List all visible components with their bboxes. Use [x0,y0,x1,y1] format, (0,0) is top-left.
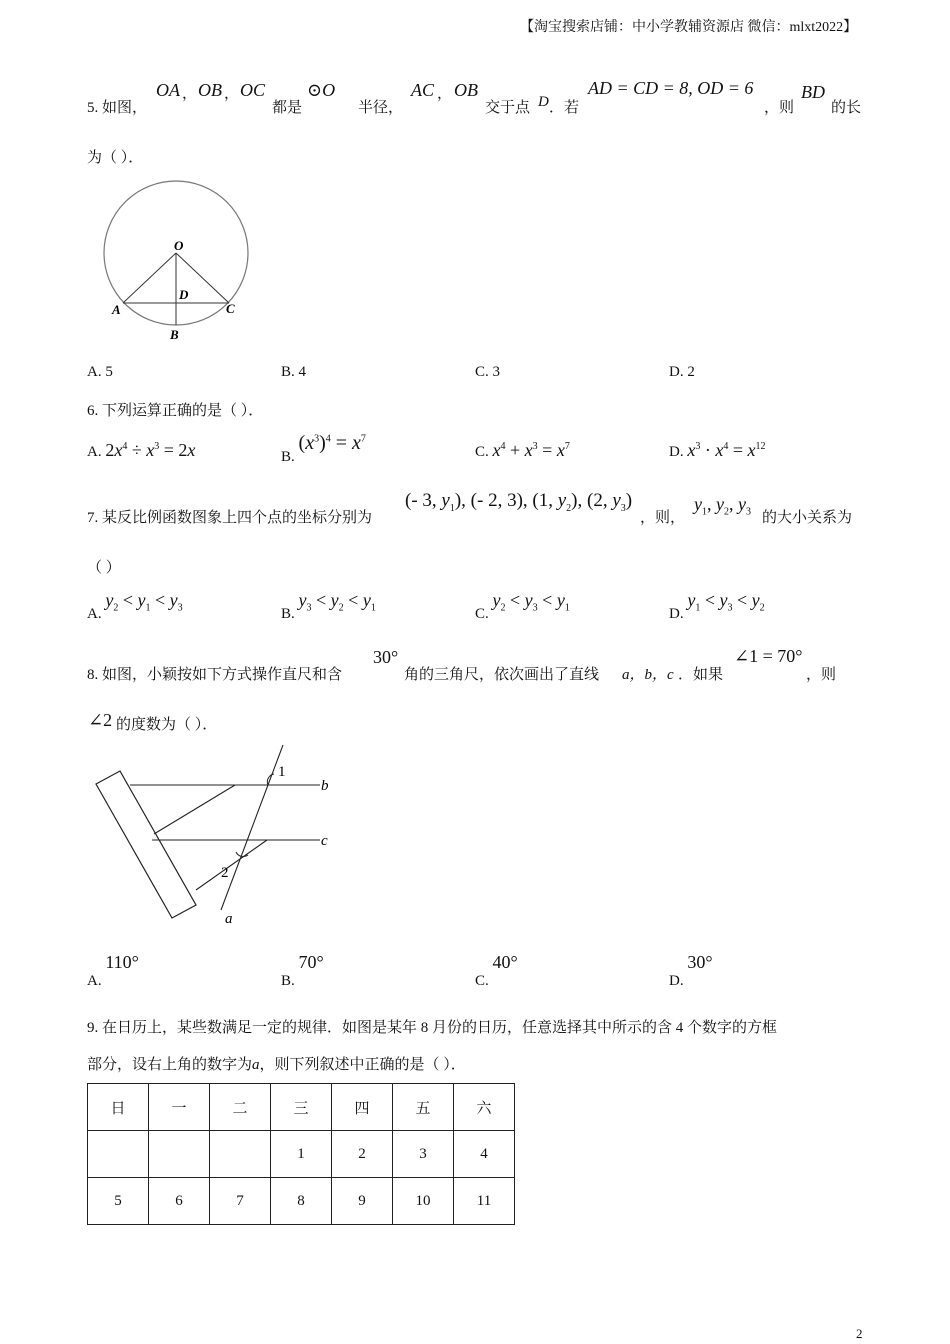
calendar-cell: 11 [454,1178,515,1225]
q8-option-d[interactable]: D. 30° [669,952,713,989]
table-row [88,1084,515,1131]
q5-text: 都是 [272,100,303,116]
q7-text: 7. 某反比例函数图象上四个点的坐标分别为 [87,510,373,526]
q8-ruler-figure [90,740,350,930]
q5-line2: 为（ ）． [87,150,144,166]
calendar-cell [210,1131,271,1178]
q5-math-bd: BD [801,82,825,102]
page-number: 2 [856,1326,863,1341]
q9-line1: 9. 在日历上，某些数满足一定的规律．如图是某年 8 月份的日历，任意选择其中所示的含 4 个数字的方框 [87,1020,778,1036]
q5-option-b[interactable]: B. 4 [281,364,307,380]
calendar-cell: 10 [393,1178,454,1225]
q7-option-b[interactable]: B. $y_3 < y_2 < y_1$ [281,590,376,622]
calendar-cell: 1 [271,1131,332,1178]
q6-option-c[interactable]: C. $x^4 + x^3 = x^7$ [475,440,570,460]
calendar-header-cell: 五 [393,1084,454,1131]
table-row [88,1131,515,1178]
calendar-header-cell: 日 [88,1084,149,1131]
calendar-header-cell: 四 [332,1084,393,1131]
calendar-cell [149,1131,210,1178]
q5-text: ，则 [764,100,795,116]
calendar-cell: 4 [454,1131,515,1178]
q8-option-a[interactable]: A. 110° [87,952,139,989]
table-row [88,1178,515,1225]
label-a: a [225,911,233,927]
q7-option-d[interactable]: D. $y_1 < y_3 < y_2$ [669,590,765,622]
label-c: c [321,833,328,849]
q7-text: ，则， [640,510,686,526]
label-a: A [112,302,121,317]
calendar-header-cell: 一 [149,1084,210,1131]
q8-option-b[interactable]: B. 70° [281,952,324,989]
q5-text: 交于点 [485,100,531,116]
q7-points-math: (- 3, $y_1$), (- 2, 3), (1, $y_2$), (2, $y_3$) [405,490,633,514]
calendar-table [87,1083,515,1225]
label-b: b [321,778,329,794]
calendar-cell [88,1131,149,1178]
q8-math-30: 30° [373,647,399,667]
q8-text: ，则 [806,667,837,683]
q6-option-d[interactable]: D. $x^3 \cdot x^4 = x^{12}$ [669,440,766,460]
q5-math-circle: ⊙O [307,80,336,100]
q8-math-abc: a，b，c [622,667,674,683]
q5-math-oa: OA [156,80,180,100]
q5-text: ．若 [549,100,580,116]
q5-math-equation: AD = CD = 8, OD = 6 [588,78,754,98]
q7-option-a[interactable]: A. $y_2 < y_1 < y_3$ [87,590,183,622]
q7-vars-math: $y_1$, $y_2$, $y_3$ [694,494,751,518]
q5-option-a[interactable]: A. 5 [87,364,113,380]
q5-math-ob: OB [198,80,222,100]
label-b: B [170,327,179,342]
q5-math-ac: AC [411,80,435,100]
q5-circle-figure [96,175,256,345]
q5-sep: ， [437,86,453,102]
q6-stem: 6. 下列运算正确的是（ ）． [87,403,264,419]
label-1: 1 [278,764,286,780]
q7-text: 的大小关系为 [762,510,853,526]
calendar-cell: 7 [210,1178,271,1225]
q8-text: 的度数为（ ）． [116,717,218,733]
q9-line2: 部分，设右上角的数字为a，则下列叙述中正确的是（ ）． [87,1057,466,1073]
q5-math-oc: OC [240,80,266,100]
q5-option-d[interactable]: D. 2 [669,364,695,380]
label-d: D [179,287,189,302]
q5-sep: ， [182,86,198,102]
q5-sep: ， [224,86,240,102]
calendar-cell: 3 [393,1131,454,1178]
q8-text: 8. 如图，小颖按如下方式操作直尺和含 [87,667,343,683]
q5-math-d: D [538,94,549,110]
q8-math-angle2: ∠2 [88,710,113,730]
q7-option-c[interactable]: C. $y_2 < y_3 < y_1$ [475,590,570,622]
q8-option-c[interactable]: C. 40° [475,952,518,989]
page-header: 【淘宝搜索店铺：中小学教辅资源店 微信：mlxt2022】 [520,20,858,35]
q5-math-ob2: OB [454,80,478,100]
q6-option-a[interactable]: A. $2x^4 \div x^3 = 2x$ [87,440,196,460]
label-2: 2 [221,865,229,881]
label-c: C [226,301,235,316]
calendar-cell: 6 [149,1178,210,1225]
calendar-header-cell: 三 [271,1084,332,1131]
calendar-cell: 8 [271,1178,332,1225]
q8-text: 角的三角尺，依次画出了直线 [404,667,600,683]
calendar-header-cell: 二 [210,1084,271,1131]
q5-text: 半径， [358,100,404,116]
q7-line2: （ ） [87,560,121,576]
q5-text: 的长 [831,100,862,116]
q8-text: ．如果 [678,667,724,683]
q5-option-c[interactable]: C. 3 [475,364,501,380]
calendar-cell: 5 [88,1178,149,1225]
label-o: O [174,238,184,253]
q8-math-angle1: ∠1 = 70° [734,646,803,666]
q5-number: 5. 如图， [87,100,148,116]
calendar-header-cell: 六 [454,1084,515,1131]
calendar-cell: 9 [332,1178,393,1225]
q6-option-b[interactable]: B. $(x^3)^4 = x^7$ [281,432,366,465]
calendar-cell: 2 [332,1131,393,1178]
